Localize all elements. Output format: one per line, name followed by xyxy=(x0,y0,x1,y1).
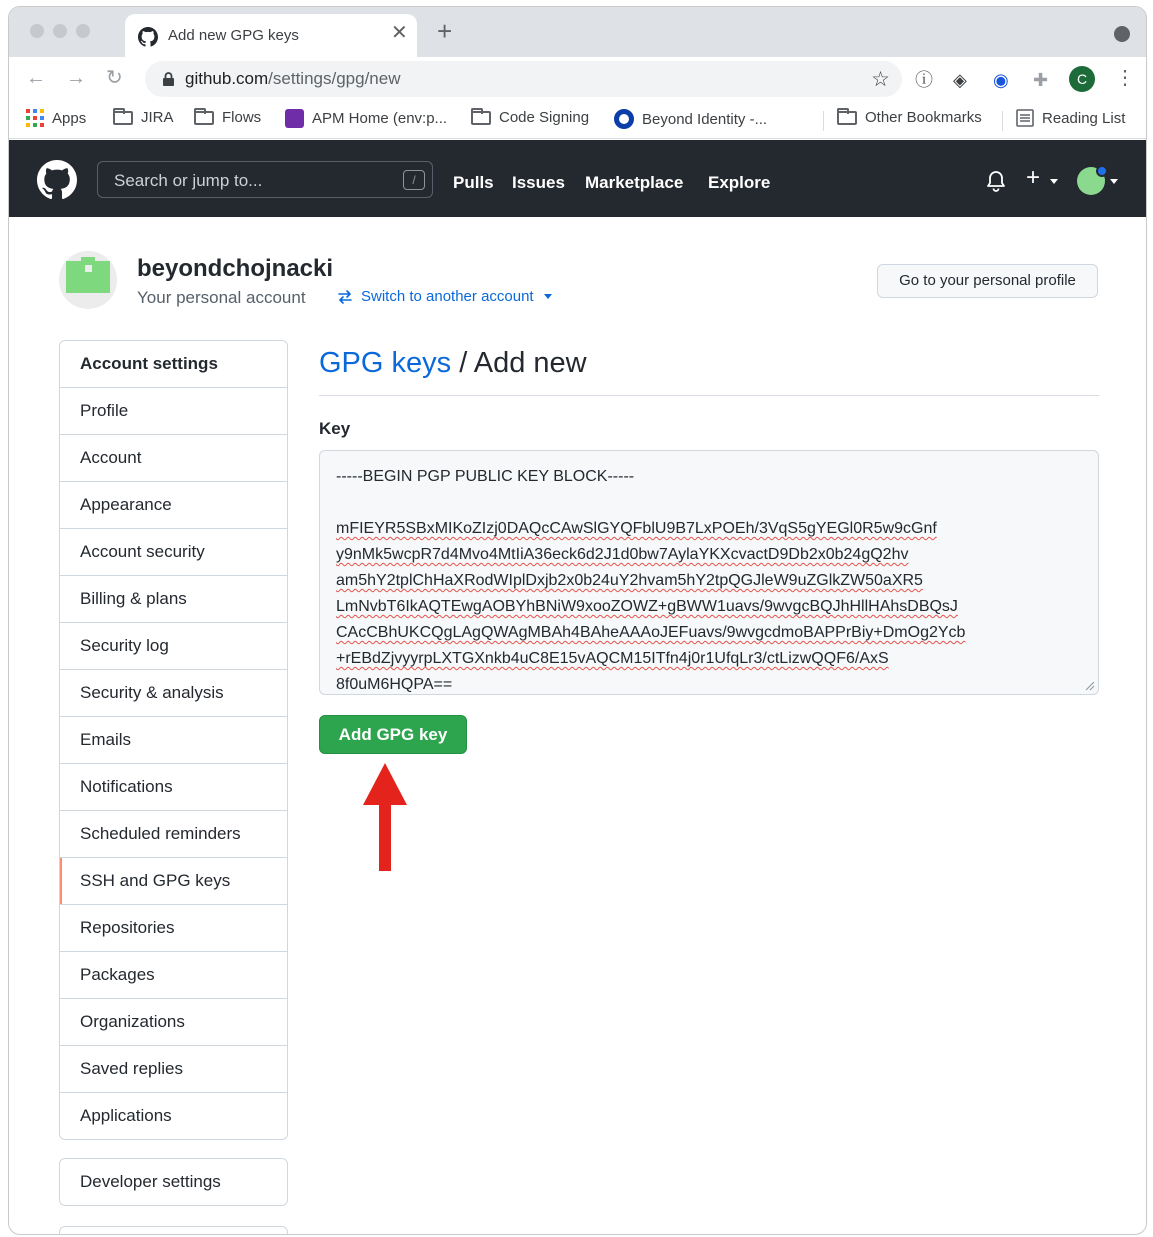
bookmark-label: Flows xyxy=(222,109,262,126)
github-logo-icon[interactable] xyxy=(37,160,77,200)
url-host: github.com xyxy=(185,69,269,88)
bookmark-jira[interactable] xyxy=(113,109,174,126)
url-path: /settings/gpg/new xyxy=(268,69,401,88)
bookmark-label: JIRA xyxy=(141,109,174,126)
search-placeholder: Search or jump to... xyxy=(114,171,263,190)
key-line: 8f0uM6HQPA== xyxy=(336,676,453,693)
sidebar-item-packages[interactable]: Packages xyxy=(60,951,287,998)
bookmark-code-signing[interactable] xyxy=(471,109,589,126)
reading-list-icon xyxy=(1016,109,1034,127)
page-title xyxy=(319,347,587,380)
folder-icon xyxy=(113,111,133,125)
title-divider xyxy=(319,395,1099,396)
address-bar[interactable] xyxy=(145,61,902,97)
switch-arrows-icon xyxy=(337,289,353,305)
account-username[interactable]: beyondchojnacki xyxy=(137,255,334,282)
bookmark-label: Beyond Identity -... xyxy=(642,110,768,128)
key-line: LmNvbT6IkAQTEwgAOBYhBNiW9xooZOWZ+gBWW1uavs/9wvgcBQJhHllHAhsDBQsJ xyxy=(336,598,958,615)
bookmark-separator xyxy=(1002,111,1003,131)
maximize-window-button[interactable] xyxy=(76,24,90,38)
notifications-bell-icon[interactable] xyxy=(986,170,1006,192)
bookmark-star-icon[interactable]: ☆ xyxy=(871,68,890,91)
account-subtitle: Your personal account xyxy=(137,288,306,307)
url-text xyxy=(185,69,400,89)
nav-pulls[interactable]: Pulls xyxy=(453,173,494,192)
new-tab-icon[interactable]: + xyxy=(437,16,453,46)
sidebar-item-profile[interactable]: Profile xyxy=(60,387,287,434)
key-line: mFIEYR5SBxMIKoZIzj0DAQcCAwSlGYQFblU9B7LxPOEh/3VqS5gYEGl0R5w9cGnf xyxy=(336,520,937,537)
sidebar-item-security-log[interactable]: Security log xyxy=(60,622,287,669)
forward-icon[interactable]: → xyxy=(66,67,86,89)
profile-avatar[interactable]: C xyxy=(1069,66,1095,92)
red-arrow-annotation-icon xyxy=(363,763,407,871)
search-shortcut-key: / xyxy=(403,170,425,190)
bookmark-label: Apps xyxy=(52,109,87,127)
account-avatar[interactable] xyxy=(59,251,117,309)
github-favicon-icon xyxy=(138,27,158,47)
sidebar-item-notifications[interactable]: Notifications xyxy=(60,763,287,810)
sidebar-item-security-analysis[interactable]: Security & analysis xyxy=(60,669,287,716)
bookmark-label: APM Home (env:p... xyxy=(312,110,448,127)
bookmark-other[interactable] xyxy=(837,109,982,126)
sidebar-item-billing[interactable]: Billing & plans xyxy=(60,575,287,622)
user-menu-caret-icon[interactable] xyxy=(1110,179,1118,184)
sidebar-item-scheduled-reminders[interactable]: Scheduled reminders xyxy=(60,810,287,857)
key-line: +rEBdZjvyyrpLXTGXnkb4uC8E15vAQCM15ITfn4j0r1UfqLr3/ctLizwQQF6/AxS xyxy=(336,650,889,667)
folder-icon xyxy=(837,111,857,125)
resize-handle-icon[interactable] xyxy=(1085,681,1095,691)
folder-icon xyxy=(471,111,491,125)
bookmark-beyond-identity[interactable] xyxy=(614,109,767,129)
bookmark-label: Code Signing xyxy=(499,109,590,126)
folder-icon xyxy=(194,111,214,125)
bookmark-reading-list[interactable] xyxy=(1016,109,1125,127)
sidebar-item-repositories[interactable]: Repositories xyxy=(60,904,287,951)
bookmark-label: Reading List xyxy=(1042,109,1126,127)
switch-account-label: Switch to another account xyxy=(361,288,534,305)
bookmark-apm-home[interactable] xyxy=(285,109,447,128)
key-label: Key xyxy=(319,419,351,438)
create-new-icon[interactable]: + xyxy=(1026,164,1041,191)
sidebar-item-account-security[interactable]: Account security xyxy=(60,528,287,575)
key-line: y9nMk5wcpR7d4Mvo4MtIiA36eck6d2J1d0bw7AylaYKXcvactD9Db2x0b24gQ2hv xyxy=(336,546,909,563)
tab-title: Add new GPG keys xyxy=(168,27,299,44)
sidebar-next-box xyxy=(59,1226,288,1235)
nav-marketplace[interactable]: Marketplace xyxy=(585,173,684,192)
bookmark-label: Other Bookmarks xyxy=(865,109,982,126)
breadcrumb-gpg-keys-link[interactable]: GPG keys xyxy=(319,347,452,379)
close-window-button[interactable] xyxy=(30,24,44,38)
sidebar-item-saved-replies[interactable]: Saved replies xyxy=(60,1045,287,1092)
identicon-shape xyxy=(66,261,110,293)
tab-close-icon[interactable]: ✕ xyxy=(391,22,408,44)
status-dot xyxy=(1096,165,1108,177)
key-line xyxy=(336,490,1082,516)
sidebar-heading: Account settings xyxy=(80,354,218,373)
search-input[interactable] xyxy=(97,161,433,198)
switch-account-link[interactable] xyxy=(337,288,552,305)
sidebar-item-applications[interactable]: Applications xyxy=(60,1092,287,1139)
breadcrumb-separator: / xyxy=(451,347,474,379)
tab-active[interactable] xyxy=(125,14,417,57)
key-line: am5hY2tplChHaXRodWIplDxjb2x0b24uY2hvam5hY2tpQGJleW9uZGlkZW50aXR5 xyxy=(336,572,923,589)
sidebar-item-ssh-gpg-keys[interactable]: SSH and GPG keys xyxy=(60,857,287,904)
sidebar-item-organizations[interactable]: Organizations xyxy=(60,998,287,1045)
browser-window xyxy=(8,6,1147,1235)
add-gpg-key-button[interactable]: Add GPG key xyxy=(319,715,467,754)
beyond-identity-icon xyxy=(614,109,634,129)
minimize-window-button[interactable] xyxy=(53,24,67,38)
tab-strip xyxy=(9,7,1146,57)
settings-sidebar xyxy=(59,340,288,1140)
key-line: -----BEGIN PGP PUBLIC KEY BLOCK----- xyxy=(336,468,635,485)
nav-issues[interactable]: Issues xyxy=(512,173,565,192)
github-header xyxy=(9,140,1146,217)
password-extension-icon[interactable]: ⓘ xyxy=(915,70,933,90)
create-new-caret-icon[interactable] xyxy=(1050,179,1058,184)
sidebar-item-appearance[interactable]: Appearance xyxy=(60,481,287,528)
sidebar-item-account[interactable]: Account xyxy=(60,434,287,481)
apm-icon xyxy=(285,109,304,128)
sidebar-item-developer-settings[interactable]: Developer settings xyxy=(59,1158,288,1206)
apps-grid-icon xyxy=(26,109,44,127)
chevron-down-icon xyxy=(544,294,552,299)
bookmark-flows[interactable] xyxy=(194,109,261,126)
bookmarks-bar xyxy=(9,101,1146,139)
page-title-text: Add new xyxy=(473,347,587,379)
tab-search-icon[interactable] xyxy=(1114,26,1130,42)
bookmark-separator xyxy=(823,111,824,131)
spy-extension-icon[interactable]: ◈ xyxy=(953,70,967,90)
personal-profile-button[interactable]: Go to your personal profile xyxy=(877,264,1098,298)
browser-menu-icon[interactable]: ⋮ xyxy=(1115,67,1135,89)
sidebar-item-emails[interactable]: Emails xyxy=(60,716,287,763)
beyond-identity-extension-icon[interactable]: ◉ xyxy=(993,70,1009,90)
bookmark-apps[interactable] xyxy=(26,109,86,127)
browser-toolbar xyxy=(9,57,1146,101)
key-line: CAcCBhUKCQgLAgQWAgMBAh4BAheAAAoJEFuavs/9wvgcdmoBAPPrBiy+DmOg2Ycb xyxy=(336,624,966,641)
extensions-puzzle-icon[interactable]: ✚ xyxy=(1033,70,1049,90)
back-icon[interactable]: ← xyxy=(26,67,46,89)
nav-explore[interactable]: Explore xyxy=(708,173,771,192)
lock-icon xyxy=(163,72,174,86)
reload-icon[interactable]: ↻ xyxy=(106,67,123,89)
key-textarea[interactable] xyxy=(319,450,1099,695)
